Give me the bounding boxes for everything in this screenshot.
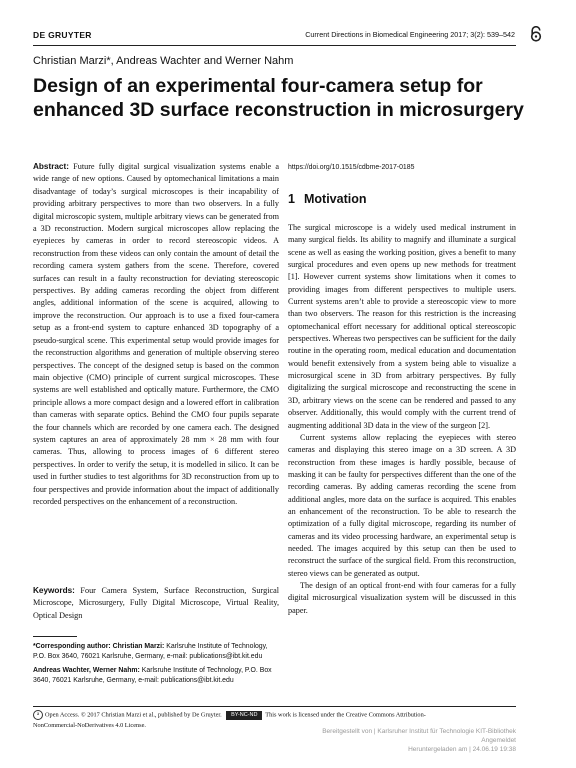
section-body	[288, 222, 516, 617]
keywords	[33, 585, 279, 622]
license-text-line1: This work is licensed under the Creative Commons Attribution-	[265, 711, 426, 719]
body-paragraph: The surgical microscope is a widely used medical instrument in many surgical fields. Its ability to magnify and illuminate a surgical scene as well as easing the working position, gives a benefit to many surgical procedures and even opens up new methods for treatment [1]. However current systems show limitations when it comes to providing images from different perspectives to multiple users. Current systems aren’t able to provide a stereoscopic view to more than two observers. The reason for this restriction is the increasing optomechanical effort necessary for additional optical stereoscopic perspectives. Whereas two perspectives can be sufficient for the daily routine in the operating room, medical education and documentation would benefit extensively from a system being able to visualize a microsurgical scene in 3D from arbitrary perspectives. By fully digitalizing the surgical microscope and reconstructing the scene in 3D, arbitrary views on the scene can be rendered and passed to any observer. Additionally, this would comply with the current trend of augmenting additional 3D data in the view of the surgeon [2].	[288, 223, 516, 430]
section-number: 1	[288, 192, 295, 206]
body-paragraph: The design of an optical front-end with four cameras for a fully digital microsurgical visualization system will be discussed in this paper.	[288, 580, 516, 615]
open-access-label: Open Access.	[45, 711, 80, 719]
author-list: Christian Marzi*, Andreas Wachter and Werner Nahm	[33, 55, 294, 67]
footnote-corresponding-author: *Corresponding author: Christian Marzi: Karlsruhe Institute of Technology, P.O. Box 3640, 76021 Karlsruhe, Germany, e-mail: publications@ibt.kit.edu	[33, 643, 268, 660]
abstract-label: Abstract:	[33, 162, 69, 171]
license-text-line2: NonCommercial-NoDerivatives 4.0 License.	[33, 721, 146, 729]
download-watermark: Bereitgestellt von | Karlsruher Institut für Technologie KIT-Bibliothek Angemeldet Heruntergeladen am | 24.06.19 19:38	[322, 728, 516, 753]
copyright-text: © 2017 Christian Marzi et al., published by De Gruyter.	[80, 711, 222, 719]
journal-reference: Current Directions in Biomedical Engineering 2017; 3(2): 539–542	[305, 30, 515, 39]
open-access-small-icon: a	[33, 710, 43, 720]
footer-rule	[33, 706, 516, 707]
abstract-text: Future fully digital surgical visualization systems enable a wide range of new options. Caused by optomechanical limitations a main disadvantage of today’s surgical microscopes is their incapability of providing arbitrary perspectives to more than two observers. In a fully digital microscopic system, multiple arbitrary views can be generated from a 3D reconstruction. Modern surgical microscopes allow replacing the eyepieces by cameras in order to record stereoscopic videos. A reconstruction from these videos can only contain the amount of detail the recording camera system gathers from the scene. Therefore, covered surfaces can result in a faulty reconstruction for deviating stereoscopic perspectives. By adding cameras recording the object from different angles, additional information of the scene is acquired, allowing to improve the reconstruction. Our approach is to use a fixed four-camera setup as a front-end system to capture enhanced 3D topography of a pseudo-surgical scene. This experimental setup would provide images for the reconstruction algorithms and generation of multiple observing stereo perspectives. The concept of the designed setup is based on the common main objective (CMO) principle of current surgical microscopes. These systems are well established and optically mature. Furthermore, the CMO principle allows a more compact design and a lowered effort in calibration than cameras with separate optics. Behind the CMO four pupils separate the four channels which are recorded by one camera each. The designed system captures an area of approximately 28 mm × 28 mm with four cameras. Thus, allowing to process images of 6 different stereo perspectives. In order to verify the setup, it is modelled in silico. It can be used in further studies to test algorithms for 3D reconstruction from up to four perspectives and provide information about the impact of additionally recorded perspectives on the enhancement of a reconstruction.	[33, 162, 279, 506]
footnote-rule	[33, 636, 77, 637]
doi-link[interactable]: https://doi.org/10.1515/cdbme-2017-0185	[288, 164, 415, 171]
publisher-name: DE GRUYTER	[33, 30, 92, 40]
open-access-icon	[529, 26, 543, 42]
page-header	[33, 28, 543, 44]
section-title: Motivation	[304, 192, 367, 206]
body-paragraph: Current systems allow replacing the eyepieces with stereo cameras and displaying this stereo image on a 3D screen. A 3D reconstruction from these images is hardly possible, because of masking it can be faulty for perspectives different than the one of the recording cameras. By adding cameras recording the scene from additional angles, more data on the surface is acquired. This enables an enhancement of the reconstruction. To be able to research the optimization of a fully digital microscope, regarding its number of cameras and its video processing hardware, an experimental setup is needed. The images acquired by this setup can then be used to reconstruct the surface of the surgical field. From this reconstruction, stereo views can be generated as output.	[288, 432, 516, 578]
footnote-coauthors: Andreas Wachter, Werner Nahm: Karlsruhe Institute of Technology, P.O. Box 3640, 76021 Karlsruhe, Germany, e-mail: publications@ibt.kit.edu	[33, 667, 272, 684]
cc-license-icon: BY-NC-ND	[226, 711, 262, 720]
section-heading	[288, 192, 367, 206]
keywords-text: Four Camera System, Surface Reconstruction, Surgical Microscope, Microsurgery, Fully Digital Microscope, Virtual Reality, Optical Design	[33, 586, 280, 620]
author-footnotes	[33, 642, 279, 690]
keywords-label: Keywords:	[33, 586, 75, 595]
abstract	[33, 161, 279, 508]
article-title: Design of an experimental four-camera setup for enhanced 3D surface reconstruction in microsurgery	[33, 75, 524, 121]
header-rule	[33, 45, 516, 46]
